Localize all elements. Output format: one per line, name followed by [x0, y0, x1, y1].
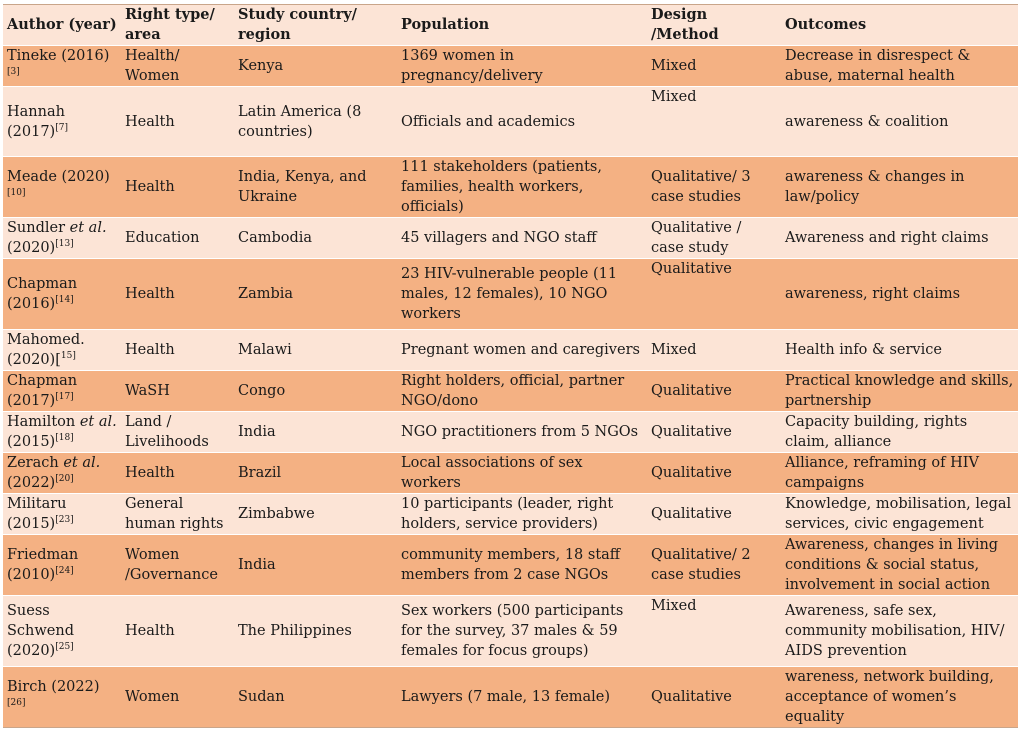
cell-right-type: Health: [121, 259, 234, 330]
author-name: Sundler: [7, 220, 66, 236]
reference-number: [24]: [55, 566, 74, 577]
reference-number: [14]: [55, 295, 74, 306]
cell-population: Lawyers (7 male, 13 female): [397, 667, 647, 728]
author-name: Suess Schwend (2020): [7, 603, 75, 659]
reference-number: [7]: [55, 122, 68, 133]
table-row: [3, 330, 1018, 371]
table-row: [3, 535, 1018, 596]
cell-population: 45 villagers and NGO staff: [397, 218, 647, 259]
cell-outcomes: awareness, right claims: [781, 259, 1018, 330]
cell-design: Qualitative: [647, 371, 781, 412]
cell-right-type: General human rights: [121, 494, 234, 535]
reference-number: [20]: [55, 474, 74, 485]
author-et-al: et al.: [69, 220, 107, 236]
cell-population: 23 HIV-vulnerable people (11 males, 12 females), 10 NGO workers: [397, 259, 647, 330]
cell-author: [3, 371, 121, 412]
cell-right-type: Health: [121, 157, 234, 218]
author-name: Meade (2020): [7, 169, 110, 185]
cell-design: Mixed: [647, 330, 781, 371]
cell-author: [3, 412, 121, 453]
reference-number: [3]: [7, 67, 20, 78]
author-et-al: et al.: [79, 414, 117, 430]
cell-design: Qualitative: [647, 494, 781, 535]
reference-number: 15]: [60, 351, 76, 362]
cell-design: Qualitative: [647, 453, 781, 494]
cell-outcomes: Capacity building, rights claim, alliance: [781, 412, 1018, 453]
author-name: Militaru (2015): [7, 496, 67, 532]
author-name: Mahomed. (2020)[: [7, 332, 85, 368]
reference-number: [10]: [7, 188, 26, 199]
cell-design: Qualitative/ 3 case studies: [647, 157, 781, 218]
cell-outcomes: awareness & coalition: [781, 87, 1018, 157]
table-row: [3, 259, 1018, 330]
cell-country: Cambodia: [234, 218, 397, 259]
cell-country: Congo: [234, 371, 397, 412]
cell-population: Right holders, official, partner NGO/dono: [397, 371, 647, 412]
cell-country: Malawi: [234, 330, 397, 371]
cell-design: Mixed: [647, 596, 781, 667]
cell-outcomes: Awareness and right claims: [781, 218, 1018, 259]
author-et-al: et al.: [63, 455, 101, 471]
cell-population: community members, 18 staff members from 2 case NGOs: [397, 535, 647, 596]
author-year: (2020): [7, 240, 56, 256]
cell-right-type: Health/ Women: [121, 46, 234, 87]
table-body: [3, 46, 1018, 728]
cell-outcomes: Awareness, safe sex, community mobilisation, HIV/ AIDS prevention: [781, 596, 1018, 667]
reference-number: [17]: [55, 392, 74, 403]
cell-country: Kenya: [234, 46, 397, 87]
cell-author: [3, 259, 121, 330]
header-design: Design /Method: [647, 5, 781, 46]
table-row: [3, 596, 1018, 667]
cell-outcomes: Alliance, reframing of HIV campaigns: [781, 453, 1018, 494]
reference-number: [13]: [55, 239, 74, 250]
cell-right-type: Health: [121, 87, 234, 157]
cell-outcomes: awareness & changes in law/policy: [781, 157, 1018, 218]
cell-country: Zambia: [234, 259, 397, 330]
cell-outcomes: Practical knowledge and skills, partnership: [781, 371, 1018, 412]
table-row: [3, 453, 1018, 494]
author-name: Zerach: [7, 455, 59, 471]
cell-author: [3, 535, 121, 596]
author-name: Birch (2022): [7, 679, 100, 695]
cell-outcomes: Knowledge, mobilisation, legal services, civic engagement: [781, 494, 1018, 535]
author-name: Chapman (2016): [7, 276, 78, 312]
table-row: [3, 46, 1018, 87]
cell-right-type: Women /Governance: [121, 535, 234, 596]
studies-table: [3, 4, 1018, 728]
author-name: Hannah (2017): [7, 103, 65, 140]
cell-author: [3, 157, 121, 218]
cell-design: Qualitative / case study: [647, 218, 781, 259]
cell-country: Brazil: [234, 453, 397, 494]
cell-right-type: Education: [121, 218, 234, 259]
table-row: [3, 667, 1018, 728]
cell-author: [3, 596, 121, 667]
table-row: [3, 371, 1018, 412]
cell-author: [3, 667, 121, 728]
author-name: Hamilton: [7, 414, 76, 430]
cell-right-type: Health: [121, 330, 234, 371]
cell-design: Qualitative: [647, 412, 781, 453]
reference-number: [18]: [55, 433, 74, 444]
cell-country: Latin America (8 countries): [234, 87, 397, 157]
reference-number: [25]: [55, 642, 74, 653]
cell-population: NGO practitioners from 5 NGOs: [397, 412, 647, 453]
table-row: [3, 157, 1018, 218]
cell-author: [3, 87, 121, 157]
header-population: Population: [397, 5, 647, 46]
author-year: (2015): [7, 434, 56, 450]
cell-right-type: WaSH: [121, 371, 234, 412]
cell-outcomes: Health info & service: [781, 330, 1018, 371]
author-name: Chapman (2017): [7, 373, 78, 409]
cell-author: [3, 494, 121, 535]
cell-outcomes: wareness, network building, acceptance of women’s equality: [781, 667, 1018, 728]
cell-author: [3, 453, 121, 494]
cell-population: Sex workers (500 participants for the survey, 37 males & 59 females for focus groups): [397, 596, 647, 667]
reference-number: [26]: [7, 698, 26, 709]
header-row: [3, 5, 1018, 46]
table-row: [3, 218, 1018, 259]
cell-country: India, Kenya, and Ukraine: [234, 157, 397, 218]
cell-country: India: [234, 535, 397, 596]
author-name: Tineke (2016): [7, 48, 110, 64]
reference-number: [23]: [55, 515, 74, 526]
cell-population: Pregnant women and caregivers: [397, 330, 647, 371]
cell-country: Sudan: [234, 667, 397, 728]
header-country: Study country/ region: [234, 5, 397, 46]
cell-right-type: Land / Livelihoods: [121, 412, 234, 453]
table-row: [3, 494, 1018, 535]
table-row: [3, 412, 1018, 453]
cell-country: The Philippines: [234, 596, 397, 667]
header-author: Author (year): [3, 5, 121, 46]
cell-right-type: Women: [121, 667, 234, 728]
cell-design: Mixed: [647, 87, 781, 157]
header-right-type: Right type/ area: [121, 5, 234, 46]
header-outcomes: Outcomes: [781, 5, 1018, 46]
cell-author: [3, 330, 121, 371]
cell-population: Officials and academics: [397, 87, 647, 157]
cell-outcomes: Awareness, changes in living conditions & social status, involvement in social action: [781, 535, 1018, 596]
cell-design: Qualitative: [647, 667, 781, 728]
cell-outcomes: Decrease in disrespect & abuse, maternal health: [781, 46, 1018, 87]
cell-population: 111 stakeholders (patients, families, health workers, officials): [397, 157, 647, 218]
cell-population: 1369 women in pregnancy/delivery: [397, 46, 647, 87]
table-header: [3, 5, 1018, 46]
cell-population: Local associations of sex workers: [397, 453, 647, 494]
cell-country: Zimbabwe: [234, 494, 397, 535]
cell-author: [3, 218, 121, 259]
table-row: [3, 87, 1018, 157]
author-year: (2022): [7, 475, 56, 491]
author-name: Friedman (2010): [7, 547, 79, 583]
cell-country: India: [234, 412, 397, 453]
cell-design: Qualitative: [647, 259, 781, 330]
cell-design: Mixed: [647, 46, 781, 87]
cell-design: Qualitative/ 2 case studies: [647, 535, 781, 596]
cell-population: 10 participants (leader, right holders, service providers): [397, 494, 647, 535]
cell-author: [3, 46, 121, 87]
cell-right-type: Health: [121, 596, 234, 667]
cell-right-type: Health: [121, 453, 234, 494]
